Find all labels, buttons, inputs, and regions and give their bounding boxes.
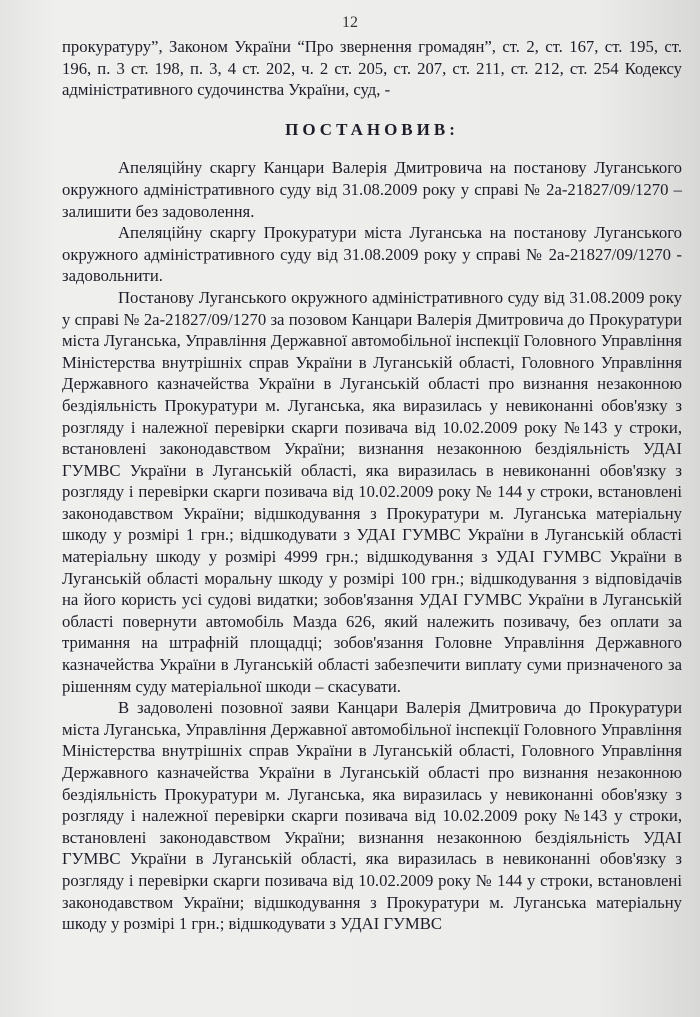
- resolution-item-2: Апеляційну скаргу Прокуратури міста Луганська на постанову Луганського окружного адміністративного суду від 31.08.2009 року у справі № 2а-21827/09/1270 - задовольнити.: [62, 223, 682, 286]
- resolution-item-1: Апеляційну скаргу Канцари Валерія Дмитровича на постанову Луганського окружного адміністративного суду від 31.08.2009 року у справі № 2а-21827/09/1270 – залишити без задоволення.: [62, 158, 682, 221]
- intro-paragraph: прокуратуру”, Законом України “Про звернення громадян”, ст. 2, ст. 167, ст. 195, ст. 196, п. 3 ст. 198, п. 3, 4 ст. 202, ч. 2 ст. 205, ст. 207, ст. 211, ст. 212, ст. 254 Кодексу адміністративного судочинства України, суд, -: [62, 37, 682, 100]
- resolution-heading: ПОСТАНОВИВ:: [285, 119, 459, 139]
- page-number: 12: [342, 14, 358, 31]
- resolution-item-3: Постанову Луганського окружного адміністративного суду від 31.08.2009 року у справі № 2а-21827/09/1270 за позовом Канцари Валерія Дмитровича до Прокуратури міста Луганська, Управління Державної автомобільної інспекції Головного Управління Міністерства внутрішніх справ України в Луганській області, Головного Управління Державного казначейства України в Луганській області про визнання незаконною бездіяльність Прокуратури м. Луганська, яка виразилась у невиконанні обов'язку з розгляду і належної перевірки скарги позивача від 10.02.2009 року №143 у строки, встановлені законодавством України; визнання незаконною бездіяльність УДАІ ГУМВС України в Луганській області, яка виразилась в невиконанні обов'язку з розгляду і перевірки скарги позивача від 10.02.2009 року № 144 у строки, встановлені законодавством України; відшкодування з Прокуратури м. Луганська матеріальну шкоду у розмірі 1 грн.; відшкодувати з УДАІ ГУМВС України в Луганській області матеріальну шкоду у розмірі 4999 грн.; відшкодування з УДАІ ГУМВС України в Луганській області моральну шкоду у розмірі 100 грн.; відшкодування з відповідачів на його користь усі судові видатки; зобов'язання УДАІ ГУМВС України в Луганській області повернути автомобіль Мазда 626, який належить позивачу, без оплати за тримання на штрафній площадці; зобов'язання Головне Управління Державного казначейства України в Луганській області забезпечити виплату суми призначеного за рішенням суду матеріальної шкоди – скасувати.: [62, 287, 682, 696]
- document-body: [62, 36, 682, 935]
- resolution-item-4: В задоволені позовної заяви Канцари Валерія Дмитровича до Прокуратури міста Луганська, Управління Державної автомобільної інспекції Головного Управління Міністерства внутрішніх справ України в Луганській області, Головного Управління Державного казначейства України в Луганській області про визнання незаконною бездіяльність Прокуратури м. Луганська, яка виразилась у невиконанні обов'язку з розгляду і належної перевірки скарги позивача від 10.02.2009 року №143 у строки, встановлені законодавством України; визнання незаконною бездіяльність УДАІ ГУМВС України в Луганській області, яка виразилась в невиконанні обов'язку з розгляду і перевірки скарги позивача від 10.02.2009 року № 144 у строки, встановлені законодавством України; відшкодування з Прокуратури м. Луганська матеріальну шкоду у розмірі 1 грн.; відшкодувати з УДАІ ГУМВС: [62, 698, 682, 934]
